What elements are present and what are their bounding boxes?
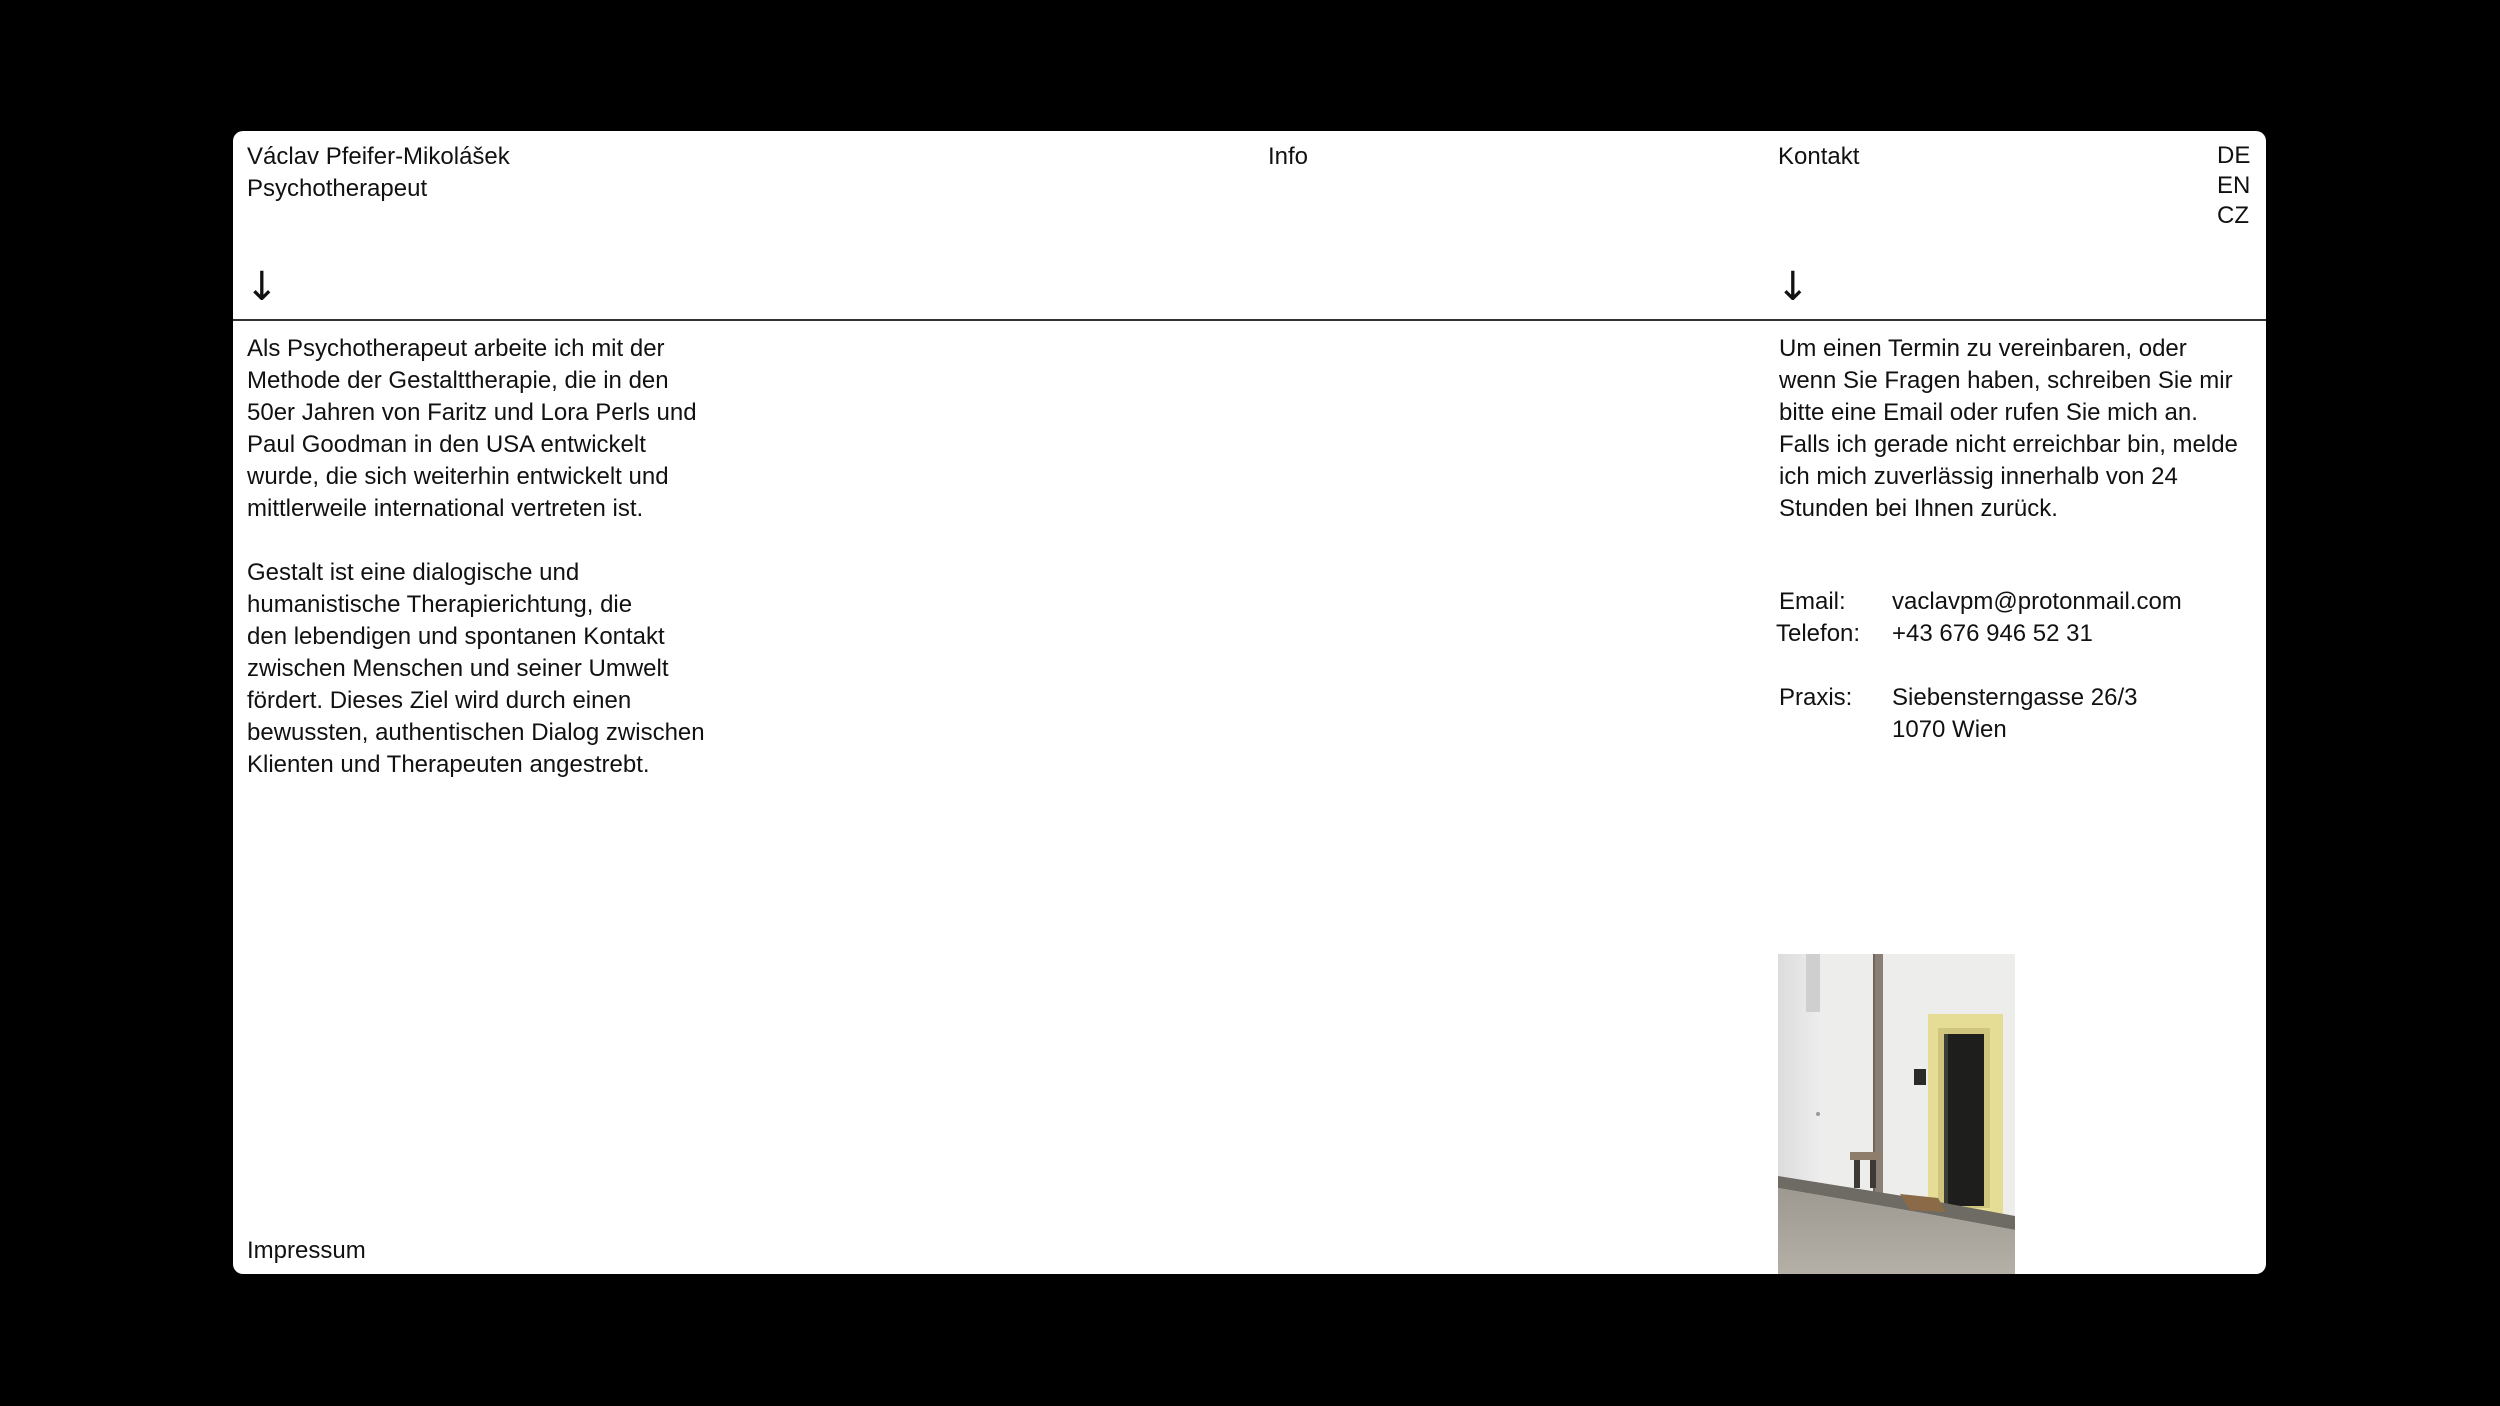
site-subtitle: Psychotherapeut: [247, 175, 428, 202]
lang-cz[interactable]: CZ: [2217, 202, 2249, 229]
phone-label: Telefon:: [1776, 620, 1861, 647]
page-card: [233, 131, 2266, 1274]
praxis-city: 1070 Wien: [1892, 716, 2007, 743]
header-divider: [233, 319, 2266, 321]
contact-intro: Um einen Termin zu vereinbaren, oder wenn Sie Fragen haben, schreiben Sie mir bitte eine Email oder rufen Sie mich an. Falls ich gerade nicht erreichbar bin, melde ich mich zuverlässig innerhalb von 24 Stunden bei Ihnen zurück.: [1779, 335, 2238, 522]
praxis-label: Praxis:: [1779, 684, 1853, 711]
info-paragraph-2: Gestalt ist eine dialogische und humanistische Therapierichtung, die den lebendigen und spontanen Kontakt zwischen Menschen und seiner Umwelt fördert. Dieses Ziel wird durch einen bewussten, authentischen Dialog zwischen Klienten und Therapeuten angestrebt.: [247, 559, 705, 778]
impressum-link[interactable]: Impressum: [247, 1237, 366, 1264]
phone-link[interactable]: +43 676 946 52 31: [1892, 620, 2093, 647]
email-link[interactable]: vaclavpm@protonmail.com: [1892, 588, 2182, 615]
praxis-street: Siebensterngasse 26/3: [1892, 684, 2138, 711]
arrow-down-icon: ↓: [245, 264, 279, 310]
email-label: Email:: [1779, 588, 1846, 615]
info-paragraph-1: Als Psychotherapeut arbeite ich mit der Methode der Gestalttherapie, die in den 50er Jahren von Faritz und Lora Perls und Paul Goodman in den USA entwickelt wurde, die sich weiterhin entwickelt und mittlerweile international vertreten ist.: [247, 335, 697, 522]
lang-en[interactable]: EN: [2217, 172, 2251, 199]
language-switcher: [2217, 141, 2250, 231]
arrow-down-icon: ↓: [1776, 264, 1810, 310]
site-name[interactable]: Václav Pfeifer-Mikolášek: [247, 143, 510, 170]
nav-kontakt[interactable]: Kontakt: [1778, 143, 1860, 170]
practice-entrance-photo: [1778, 954, 2015, 1274]
nav-info[interactable]: Info: [1268, 143, 1309, 170]
lang-de[interactable]: DE: [2217, 142, 2251, 169]
